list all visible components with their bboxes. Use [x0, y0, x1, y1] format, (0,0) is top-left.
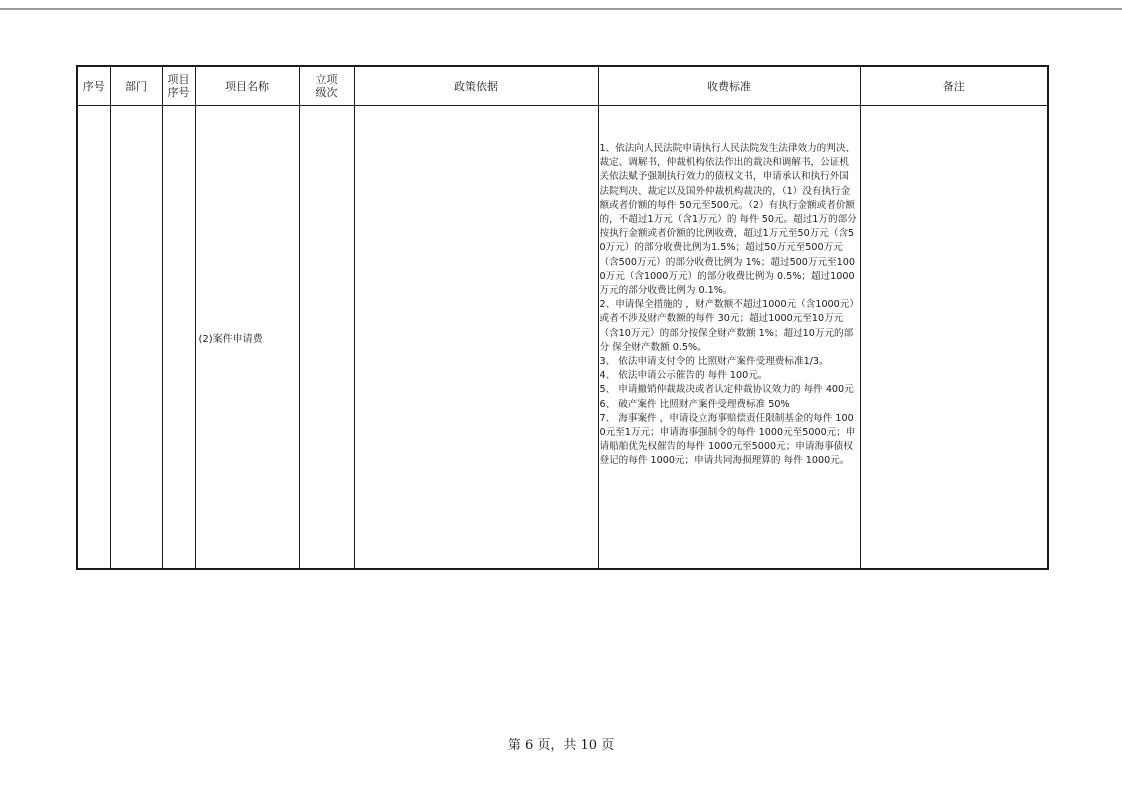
header-no: 序号	[77, 66, 110, 106]
header-dept: 部门	[110, 66, 162, 106]
cell-policy	[354, 106, 598, 570]
table-row	[77, 106, 1048, 570]
header-level: 立项 级次	[299, 66, 354, 106]
cell-remark	[860, 106, 1048, 570]
cell-item-name: (2)案件申请费	[195, 106, 299, 570]
standard-item-2: 2、申请保全措施的 ，财产数额不超过1000元（含1000元）或者不涉及财产数额的每件 30元；超过1000元至10万元（含10万元）的部分按保全财产数额 1%；超过10万元的部分 保全财产数额 0.5%。	[599, 299, 855, 353]
standard-item-1: 1、依法向人民法院申请执行人民法院发生法律效力的判决、裁定、调解书，仲裁机构依法作出的裁决和调解书，公证机关依法赋予强制执行效力的债权文书，申请承认和执行外国法院判决、裁定以及国外仲裁机构裁决的，（1）没有执行金额或者价额的每件 50元至500元。（2）有执行金额或者价额的，不超过1万元（含1万元）的 每件 50元。超过1万的部分按执行金额或者价额的比例收费，超过1万元至50万元（含50万元）的部分收费比例为1.5%；超过50万元至500万元（含500万元）的部分收费比例为 1%；超过500万元至1000万元（含1000万元）的部分收费比例为 0.5%；超过1000万元的部分收费比例为 0.1%。	[599, 143, 857, 297]
page-number: 第 6 页，共 10 页	[507, 738, 615, 753]
header-policy: 政策依据	[354, 66, 598, 106]
standard-item-7: 7、 海事案件 ，申请设立海事赔偿责任限制基金的每件 1000元至1万元；申请海事强制令的每件 1000元至5000元；申请船舶优先权催告的每件 1000元至5000元；申请海事债权登记的每件 1000元；申请共同海损理算的 每件 1000元。	[599, 412, 856, 467]
fee-table	[76, 65, 1049, 570]
cell-no	[77, 106, 110, 570]
cell-item-no	[162, 106, 195, 570]
scan-top-edge	[0, 8, 1122, 10]
standard-item-3: 3、 依法申请支付令的 比照财产案件受理费标准1/3。	[599, 356, 829, 368]
header-row	[77, 66, 1048, 106]
standard-item-5: 5、 申请撤销仲裁裁决或者认定仲裁协议效力的 每件 400元	[599, 384, 854, 396]
standard-item-6: 6、 破产案件 比照财产案件受理费标准 50%	[599, 398, 790, 410]
cell-level	[299, 106, 354, 570]
header-item-name: 项目名称	[195, 66, 299, 106]
cell-standard	[598, 106, 860, 570]
standard-item-4: 4、 依法申请公示催告的 每件 100元。	[599, 370, 768, 382]
header-remark: 备注	[860, 66, 1048, 106]
header-standard: 收费标准	[598, 66, 860, 106]
header-item-no: 项目 序号	[162, 66, 195, 106]
cell-dept	[110, 106, 162, 570]
